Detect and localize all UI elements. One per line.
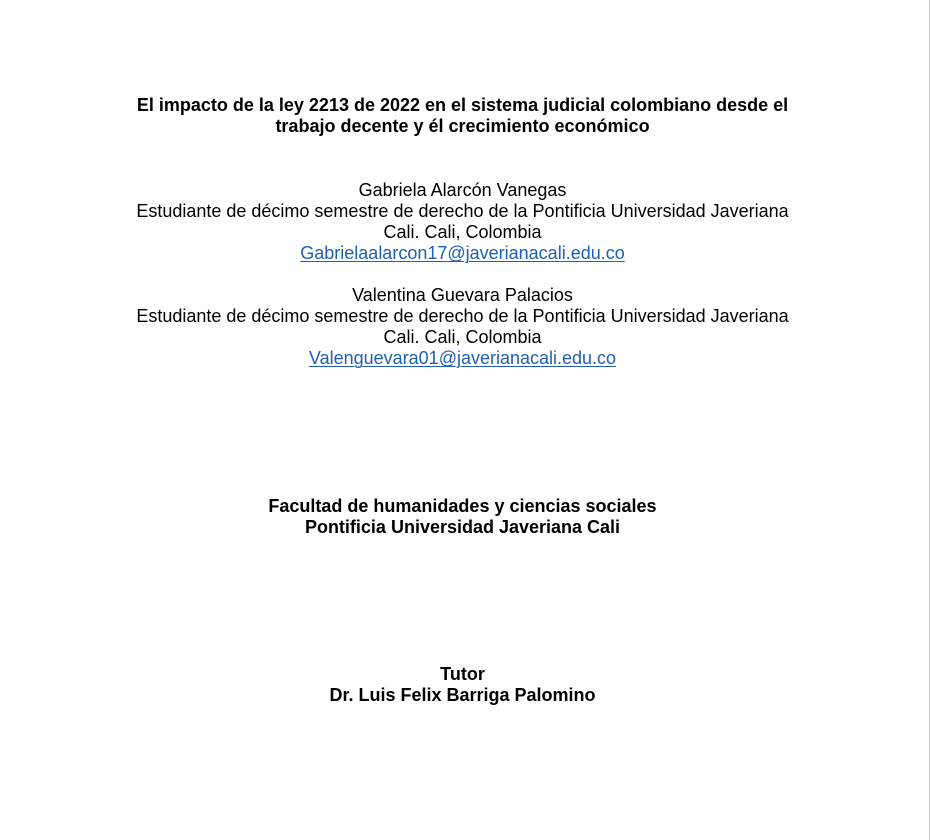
author-2-affiliation-line-2: Cali. Cali, Colombia bbox=[383, 327, 542, 347]
tutor-name: Dr. Luis Felix Barriga Palomino bbox=[329, 685, 596, 705]
author-1-affiliation-line-1: Estudiante de décimo semestre de derecho de la Pontificia Universidad Javeriana bbox=[136, 201, 789, 221]
author-2-affiliation-line-1: Estudiante de décimo semestre de derecho de la Pontificia Universidad Javeriana bbox=[136, 306, 789, 326]
author-1-affiliation-line-2: Cali. Cali, Colombia bbox=[383, 222, 542, 242]
university-name: Pontificia Universidad Javeriana Cali bbox=[304, 517, 621, 537]
author-2-name: Valentina Guevara Palacios bbox=[352, 285, 573, 305]
author-1-email-row bbox=[0, 243, 925, 264]
page-edge-divider bbox=[929, 0, 930, 840]
author-2-email-link[interactable]: Valenguevara01@javerianacali.edu.co bbox=[308, 348, 617, 368]
document-title-line-2: trabajo decente y él crecimiento económico bbox=[275, 116, 650, 136]
document-title-line-1: El impacto de la ley 2213 de 2022 en el sistema judicial colombiano desde el bbox=[136, 95, 789, 115]
tutor-label: Tutor bbox=[440, 664, 485, 684]
author-2-email-row bbox=[0, 348, 925, 369]
author-1-name: Gabriela Alarcón Vanegas bbox=[358, 180, 567, 200]
faculty-name: Facultad de humanidades y ciencias sociales bbox=[268, 496, 657, 516]
author-1-email-link[interactable]: Gabrielaalarcon17@javerianacali.edu.co bbox=[300, 243, 625, 263]
